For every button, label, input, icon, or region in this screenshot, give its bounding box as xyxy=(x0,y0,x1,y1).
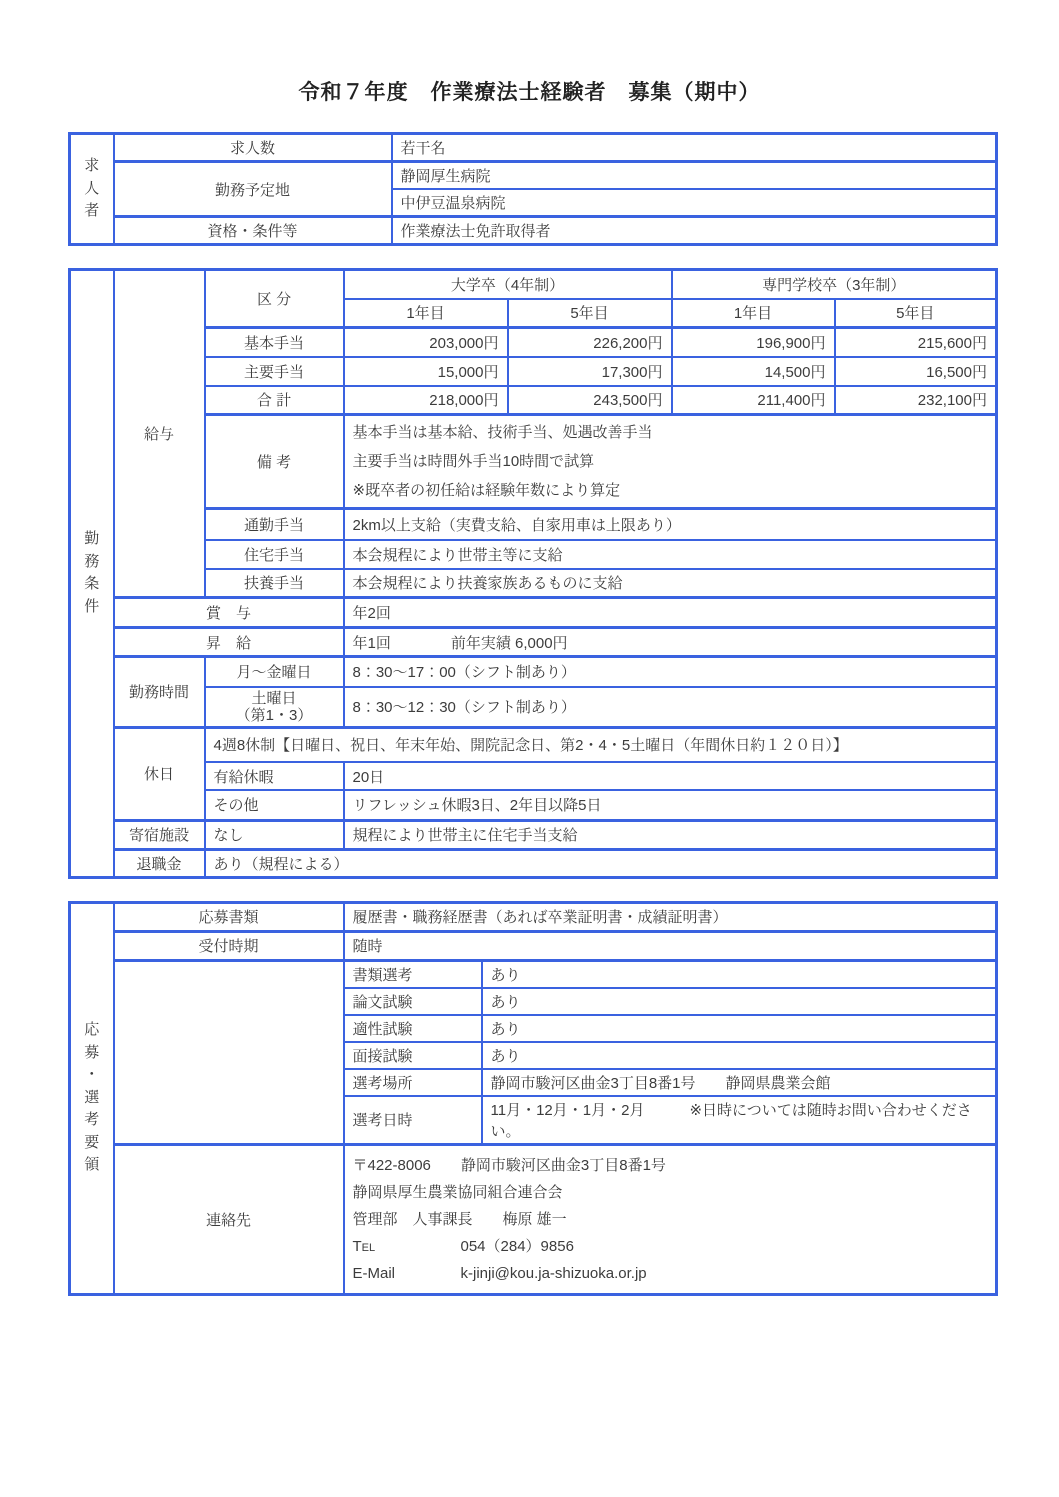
contact-tel-row xyxy=(353,1233,988,1260)
saturday-hours-value: 8：30～12：30（シフト制あり） xyxy=(344,687,997,728)
positions-label: 求人数 xyxy=(114,134,392,162)
main-college-y1: 14,500円 xyxy=(672,357,835,386)
email-label: E-Mail xyxy=(352,1264,396,1282)
application-table xyxy=(68,901,998,1296)
housing-allowance-label: 住宅手当 xyxy=(205,540,344,569)
basic-allowance-label: 基本手当 xyxy=(205,328,344,357)
salary-group-label: 給与 xyxy=(114,270,205,598)
commute-allowance-label: 通勤手当 xyxy=(205,509,344,540)
recruiter-side-label xyxy=(70,134,114,245)
page-title: 令和７年度 作業療法士経験者 募集（期中） xyxy=(298,81,761,104)
total-college-y5: 232,100円 xyxy=(835,386,997,415)
positions-value: 若干名 xyxy=(392,134,997,162)
application-side-label xyxy=(70,902,114,1294)
selection-date-value: 11月・12月・1月・2月 ※日時については随時お問い合わせください。 xyxy=(482,1096,997,1145)
qualification-label: 資格・条件等 xyxy=(114,217,392,245)
basic-college-y5: 215,600円 xyxy=(835,328,997,357)
saturday-label xyxy=(205,687,344,728)
recruiter-table xyxy=(68,132,998,246)
contact-block xyxy=(353,1148,988,1291)
selection-essay-label: 論文試験 xyxy=(344,988,482,1015)
selection-interview-label: 面接試験 xyxy=(344,1042,482,1069)
paid-leave-value: 20日 xyxy=(344,762,997,790)
dormitory-value-1: なし xyxy=(205,820,344,849)
total-college-y1: 211,400円 xyxy=(672,386,835,415)
raise-label: 昇 給 xyxy=(114,628,344,657)
selection-group-spacer xyxy=(114,960,344,1144)
college-year1-header: 1年目 xyxy=(672,299,835,328)
college-year5-header: 5年目 xyxy=(835,299,997,328)
dormitory-label: 寄宿施設 xyxy=(114,820,205,849)
remarks-cell xyxy=(344,415,997,509)
selection-aptitude-label: 適性試験 xyxy=(344,1015,482,1042)
univ-year5-header: 5年目 xyxy=(508,299,672,328)
workplace-value-1: 静岡厚生病院 xyxy=(392,162,997,190)
selection-aptitude-value: あり xyxy=(482,1015,997,1042)
remarks-line-3: ※既卒者の初任給は経験年数により算定 xyxy=(352,482,621,499)
total-univ-y5: 243,500円 xyxy=(508,386,672,415)
selection-interview-value: あり xyxy=(482,1042,997,1069)
remarks-line-1: 基本手当は基本給、技術手当、処遇改善手当 xyxy=(352,424,653,441)
basic-univ-y5: 226,200円 xyxy=(508,328,672,357)
total-univ-y1: 218,000円 xyxy=(344,386,508,415)
work-conditions-table xyxy=(68,268,998,879)
holiday-system-value: 4週8休制【日曜日、祝日、年末年始、開院記念日、第2・4・5土曜日（年間休日約１２０日）】 xyxy=(205,727,997,762)
workplace-label: 勤務予定地 xyxy=(114,162,392,217)
dependent-allowance-value: 本会規程により扶養家族あるものに支給 xyxy=(344,569,997,598)
salary-category-label: 区 分 xyxy=(205,270,344,328)
commute-allowance-value: 2km以上支給（実費支給、自家用車は上限あり） xyxy=(344,509,997,540)
contact-cell xyxy=(344,1144,997,1294)
retirement-label: 退職金 xyxy=(114,849,205,877)
selection-place-value: 静岡市駿河区曲金3丁目8番1号 静岡県農業会館 xyxy=(482,1069,997,1096)
dependent-allowance-label: 扶養手当 xyxy=(205,569,344,598)
selection-doc-screening-value: あり xyxy=(482,960,997,988)
other-leave-label: その他 xyxy=(205,790,344,820)
hours-group-label: 勤務時間 xyxy=(114,657,205,728)
dormitory-value-2: 規程により世帯主に住宅手当支給 xyxy=(344,820,997,849)
contact-address: 〒422-8006 静岡市駿河区曲金3丁目8番1号 xyxy=(352,1156,666,1174)
weekday-label: 月～金曜日 xyxy=(205,657,344,687)
basic-univ-y1: 203,000円 xyxy=(344,328,508,357)
contact-label: 連絡先 xyxy=(114,1144,344,1294)
period-value: 随時 xyxy=(344,931,997,960)
contact-organization: 静岡県厚生農業協同組合連合会 xyxy=(352,1183,563,1201)
remarks-line-2: 主要手当は時間外手当10時間で試算 xyxy=(352,453,595,470)
documents-label: 応募書類 xyxy=(114,902,344,931)
period-label: 受付時期 xyxy=(114,931,344,960)
tel-value: 054（284）9856 xyxy=(460,1237,574,1255)
retirement-value: あり（規程による） xyxy=(205,849,997,877)
bonus-value: 年2回 xyxy=(344,598,997,628)
paid-leave-label: 有給休暇 xyxy=(205,762,344,790)
contact-person: 管理部 人事課長 梅原 雄一 xyxy=(352,1210,567,1228)
qualification-value: 作業療法士免許取得者 xyxy=(392,217,997,245)
remarks-label: 備 考 xyxy=(205,415,344,509)
weekday-hours-value: 8：30～17：00（シフト制あり） xyxy=(344,657,997,687)
bonus-label: 賞 与 xyxy=(114,598,344,628)
selection-essay-value: あり xyxy=(482,988,997,1015)
salary-college-header: 専門学校卒（3年制） xyxy=(672,270,997,299)
total-label: 合 計 xyxy=(205,386,344,415)
housing-allowance-value: 本会規程により世帯主等に支給 xyxy=(344,540,997,569)
tel-label: Tel xyxy=(352,1237,376,1255)
email-value: k-jinji@kou.ja-shizuoka.or.jp xyxy=(460,1264,647,1282)
conditions-side-label-text: 勤務条件 xyxy=(84,530,100,615)
contact-email-row xyxy=(353,1260,988,1287)
saturday-label-line2: （第1・3） xyxy=(235,706,313,724)
documents-value: 履歴書・職務経歴書（あれば卒業証明書・成績証明書） xyxy=(344,902,997,931)
main-allowance-label: 主要手当 xyxy=(205,357,344,386)
main-univ-y1: 15,000円 xyxy=(344,357,508,386)
main-college-y5: 16,500円 xyxy=(835,357,997,386)
recruiter-side-label-text: 求人者 xyxy=(84,157,100,220)
univ-year1-header: 1年目 xyxy=(344,299,508,328)
other-leave-value: リフレッシュ休暇3日、2年目以降5日 xyxy=(344,790,997,820)
selection-doc-screening-label: 書類選考 xyxy=(344,960,482,988)
conditions-side-label xyxy=(70,270,114,878)
salary-univ-header: 大学卒（4年制） xyxy=(344,270,672,299)
saturday-label-line1: 土曜日 xyxy=(251,689,297,707)
main-univ-y5: 17,300円 xyxy=(508,357,672,386)
basic-college-y1: 196,900円 xyxy=(672,328,835,357)
workplace-value-2: 中伊豆温泉病院 xyxy=(392,189,997,217)
raise-value: 年1回 前年実績 6,000円 xyxy=(344,628,997,657)
selection-date-label: 選考日時 xyxy=(344,1096,482,1145)
holiday-group-label: 休日 xyxy=(114,727,205,820)
selection-place-label: 選考場所 xyxy=(344,1069,482,1096)
application-side-label-text: 応募・選考要領 xyxy=(84,1021,100,1174)
